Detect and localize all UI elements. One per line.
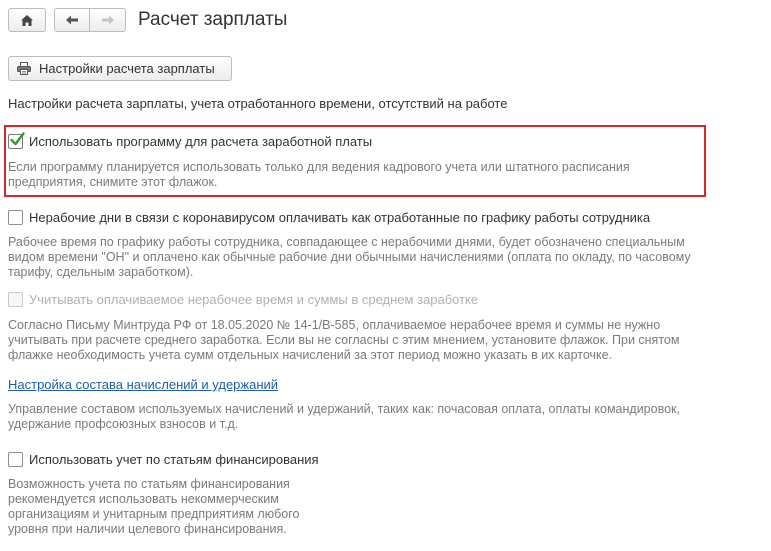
navigation-toolbar [8, 8, 126, 32]
history-buttons [54, 8, 126, 32]
option-covid-days[interactable] [8, 210, 650, 225]
arrow-left-icon [65, 14, 79, 26]
salary-settings-button[interactable] [8, 56, 232, 81]
checkmark-icon [9, 131, 26, 148]
covid-days-checkbox[interactable] [8, 210, 23, 225]
accruals-deductions-link[interactable]: Настройка состава начислений и удержаний [8, 377, 279, 392]
financing-hint-line-4: уровня при наличии целевого финансирования. [8, 522, 287, 536]
financing-label: Использовать учет по статьям финансирования [29, 452, 319, 467]
option-financing[interactable] [8, 452, 319, 467]
average-earnings-hint-line-1: Согласно Письму Минтруда РФ от 18.05.2020 № 14-1/В-585, оплачиваемое нерабочее время и суммы не нужно [8, 318, 661, 332]
arrow-right-icon [101, 14, 115, 26]
covid-days-hint-line-2: видом времени "ОН" и оплачено как обычные рабочие дни обычными начислениями (оплата по окладу, по часовому [8, 250, 691, 264]
printer-icon [17, 62, 31, 75]
use-payroll-checkbox[interactable] [8, 134, 23, 149]
average-earnings-hint-line-2: учитывать при расчете среднего заработка. Если вы не согласны с этим мнением, установите флажок. При снятом [8, 333, 680, 347]
financing-hint-line-2: рекомендуется использовать некоммерческим [8, 492, 279, 506]
option-average-earnings [8, 292, 478, 307]
back-button[interactable] [54, 8, 90, 32]
home-button[interactable] [8, 8, 46, 32]
average-earnings-hint-line-3: флажке необходимость учета сумм отдельных начислений за этот период можно указать в их карточке. [8, 348, 613, 362]
use-payroll-hint-line-2: предприятия, снимите этот флажок. [8, 175, 218, 189]
covid-days-label: Нерабочие дни в связи с коронавирусом оплачивать как отработанные по графику работы сотрудника [29, 210, 651, 225]
accruals-deductions-hint-line-1: Управление составом используемых начислений и удержаний, таких как: почасовая оплата, оплаты командировок, [8, 402, 680, 416]
covid-days-hint-line-3: тарифу, сдельным заработком). [8, 265, 194, 279]
option-use-payroll[interactable] [8, 134, 372, 149]
use-payroll-hint [8, 160, 630, 190]
average-earnings-checkbox [8, 292, 23, 307]
use-payroll-hint-line-1: Если программу планируется использовать только для ведения кадрового учета или штатного расписания [8, 160, 630, 174]
covid-days-hint [8, 235, 691, 280]
average-earnings-label: Учитывать оплачиваемое нерабочее время и суммы в среднем заработке [29, 292, 479, 307]
financing-checkbox[interactable] [8, 452, 23, 467]
page-title: Расчет зарплаты [138, 9, 288, 30]
accruals-deductions-hint [8, 402, 680, 432]
financing-hint-line-1: Возможность учета по статьям финансирования [8, 477, 290, 491]
section-title: Настройки расчета зарплаты, учета отработанного времени, отсутствий на работе [8, 96, 508, 111]
financing-hint-line-3: организациям и унитарным предприятиям любого [8, 507, 300, 521]
average-earnings-hint [8, 318, 679, 363]
accruals-deductions-hint-line-2: удержание профсоюзных взносов и т.д. [8, 417, 239, 431]
use-payroll-label: Использовать программу для расчета заработной платы [29, 134, 373, 149]
covid-days-hint-line-1: Рабочее время по графику работы сотрудника, совпадающее с нерабочими днями, будет обозначено специальным [8, 235, 685, 249]
financing-hint [8, 477, 299, 537]
home-icon [20, 14, 34, 27]
forward-button[interactable] [90, 8, 126, 32]
salary-settings-button-label: Настройки расчета зарплаты [39, 61, 215, 76]
